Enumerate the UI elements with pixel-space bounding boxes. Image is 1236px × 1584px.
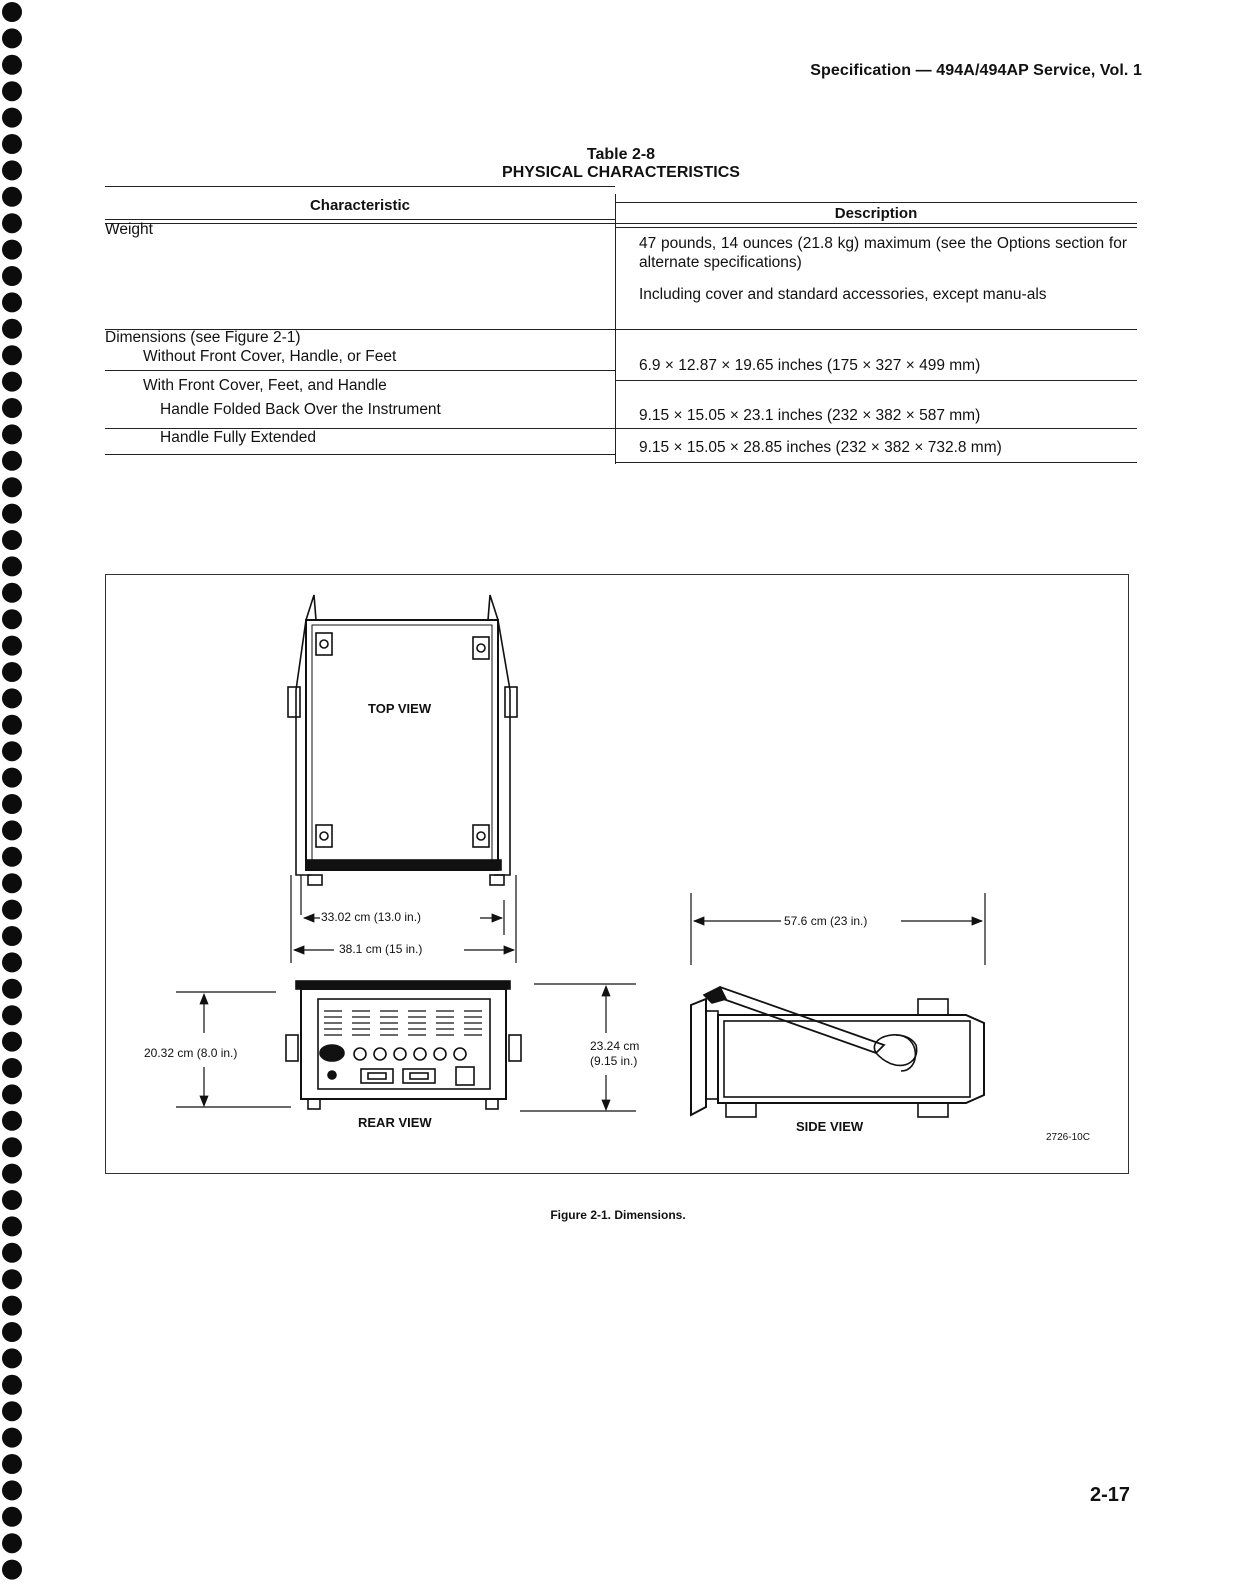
punch-hole (2, 451, 22, 471)
row-handle-extended-description: 9.15 × 15.05 × 28.85 inches (232 × 382 × 732.8 mm) (639, 439, 1002, 456)
punch-hole (2, 240, 22, 260)
column-header-description: Description (834, 205, 918, 222)
punch-hole (2, 530, 22, 550)
punch-hole (2, 952, 22, 972)
punch-hole (2, 55, 22, 75)
punch-hole (2, 477, 22, 497)
punch-hole (2, 187, 22, 207)
punch-hole (2, 2, 22, 22)
punch-hole (2, 583, 22, 603)
row-front-cover-description: 9.15 × 15.05 × 23.1 inches (232 × 382 × 587 mm) (639, 407, 981, 424)
punch-hole (2, 1164, 22, 1184)
top-view-drawing (288, 595, 517, 963)
punch-hole (2, 319, 22, 339)
punch-hole (2, 873, 22, 893)
punch-hole (2, 1428, 22, 1448)
outer-height-label-2: (9.15 in.) (590, 1054, 638, 1068)
punch-hole (2, 345, 22, 365)
punch-hole (2, 688, 22, 708)
table-number: Table 2-8 (586, 146, 656, 163)
punch-hole (2, 741, 22, 761)
row-weight-description: 47 pounds, 14 ounces (21.8 kg) maximum (see the Options section for alternate specifications) (639, 235, 1127, 271)
inner-width-label: 33.02 cm (13.0 in.) (321, 910, 422, 924)
figure-caption: Figure 2-1. Dimensions. (550, 1208, 686, 1222)
outer-height-label-1: 23.24 cm (590, 1039, 640, 1053)
punch-hole (2, 424, 22, 444)
punch-hole (2, 900, 22, 920)
punch-hole (2, 979, 22, 999)
punch-hole (2, 1190, 22, 1210)
rear-view-label: REAR VIEW (358, 1115, 432, 1130)
punch-hole (2, 28, 22, 48)
figure-code: 2726-10C (1046, 1132, 1090, 1143)
top-view-label: TOP VIEW (368, 701, 432, 716)
row-dimensions-description: 6.9 × 12.87 × 19.65 inches (175 × 327 × 499 mm) (639, 357, 981, 374)
punch-hole (2, 1137, 22, 1157)
punch-hole (2, 1480, 22, 1500)
table-title: PHYSICAL CHARACTERISTICS (502, 164, 740, 181)
punch-hole (2, 1296, 22, 1316)
punch-hole (2, 266, 22, 286)
physical-characteristics-table (105, 186, 1137, 464)
punch-hole (2, 1111, 22, 1131)
punch-hole (2, 160, 22, 180)
punch-hole (2, 1560, 22, 1580)
punch-hole (2, 292, 22, 312)
outer-width-label: 38.1 cm (15 in.) (339, 942, 423, 956)
page-number: 2-17 (1089, 1484, 1130, 1506)
punch-hole (2, 609, 22, 629)
row-front-cover-sub: Handle Folded Back Over the Instrument (160, 401, 441, 418)
punch-hole (2, 1243, 22, 1263)
row-dimensions-characteristic: Dimensions (see Figure 2-1) (105, 329, 301, 346)
rear-view-drawing (176, 981, 636, 1111)
punch-hole (2, 398, 22, 418)
punch-hole (2, 1507, 22, 1527)
side-length-label: 57.6 cm (23 in.) (784, 914, 868, 928)
punch-hole (2, 794, 22, 814)
punch-hole (2, 662, 22, 682)
punch-hole (2, 108, 22, 128)
column-header-characteristic: Characteristic (309, 197, 411, 214)
punch-hole (2, 81, 22, 101)
punch-hole (2, 1005, 22, 1025)
punch-hole (2, 213, 22, 233)
page-header: Specification — 494A/494AP Service, Vol. 1 (810, 62, 1142, 79)
side-view-label: SIDE VIEW (796, 1119, 864, 1134)
punch-hole (2, 926, 22, 946)
binder-holes (0, 0, 40, 1584)
punch-hole (2, 1533, 22, 1553)
punch-hole (2, 820, 22, 840)
table-caption (105, 146, 1137, 182)
punch-hole (2, 1322, 22, 1342)
punch-hole (2, 372, 22, 392)
dimensions-figure (105, 574, 1129, 1174)
punch-hole (2, 504, 22, 524)
punch-hole (2, 636, 22, 656)
punch-hole (2, 715, 22, 735)
punch-hole (2, 556, 22, 576)
row-weight-characteristic: Weight (105, 221, 153, 238)
punch-hole (2, 1375, 22, 1395)
punch-hole (2, 1058, 22, 1078)
punch-hole (2, 1084, 22, 1104)
rear-height-label: 20.32 cm (8.0 in.) (144, 1046, 238, 1060)
row-dimensions-sub: Without Front Cover, Handle, or Feet (143, 348, 397, 365)
punch-hole (2, 768, 22, 788)
row-front-cover-characteristic: With Front Cover, Feet, and Handle (143, 377, 387, 394)
row-weight-note: Including cover and standard accessories, except manu-als (639, 286, 1047, 303)
punch-hole (2, 1454, 22, 1474)
instrument-drawing (106, 575, 1128, 1173)
row-handle-extended-characteristic: Handle Fully Extended (160, 429, 316, 446)
punch-hole (2, 1401, 22, 1421)
punch-hole (2, 1032, 22, 1052)
punch-hole (2, 134, 22, 154)
punch-hole (2, 1269, 22, 1289)
punch-hole (2, 847, 22, 867)
punch-hole (2, 1348, 22, 1368)
